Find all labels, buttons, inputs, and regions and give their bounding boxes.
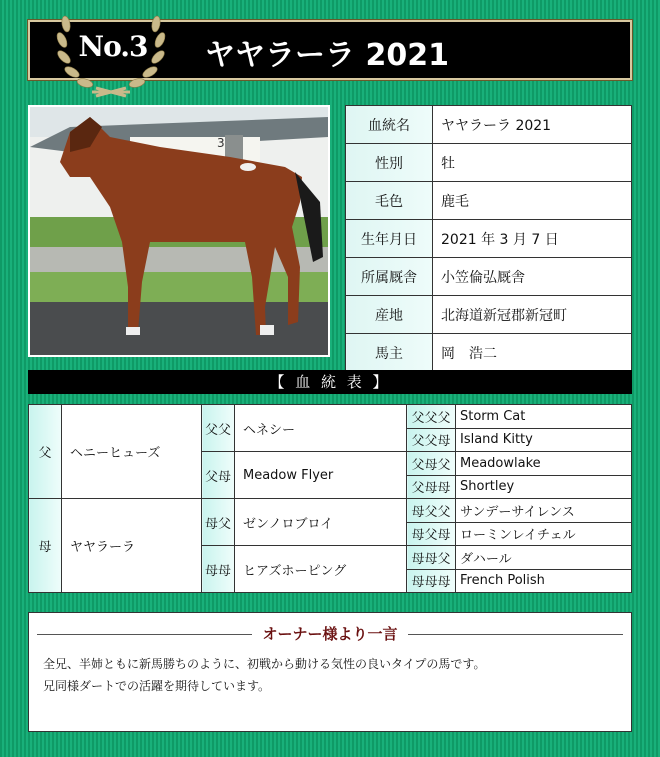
- dd-label: 母母: [202, 546, 235, 593]
- page-title: ヤヤラーラ 2021: [205, 38, 449, 73]
- dsd-label: 母父母: [407, 522, 456, 546]
- horse-info-table: [345, 105, 632, 372]
- sdd-name: Shortley: [456, 475, 632, 499]
- info-key: 所属厩舎: [346, 258, 433, 296]
- sd-name: Meadow Flyer: [235, 452, 407, 499]
- horse-photo: [28, 105, 330, 357]
- info-row: [346, 220, 632, 258]
- info-key: 生年月日: [346, 220, 433, 258]
- dd-name: ヒアズホーピング: [235, 546, 407, 593]
- comment-title: オーナー様より一言: [252, 625, 407, 643]
- comment-line: 全兄、半姉ともに新馬勝ちのように、初戦から動ける気性の良いタイプの馬です。: [43, 657, 486, 671]
- sd-label: 父母: [202, 452, 235, 499]
- ss-label: 父父: [202, 405, 235, 452]
- sds-label: 父母父: [407, 452, 456, 476]
- dss-label: 母父父: [407, 499, 456, 523]
- sire-label: 父: [29, 405, 62, 499]
- dss-name: サンデーサイレンス: [456, 499, 632, 523]
- info-value: 岡 浩二: [433, 334, 632, 372]
- sire-name: ヘニーヒューズ: [62, 405, 202, 499]
- info-value: 牡: [433, 144, 632, 182]
- ssd-name: Island Kitty: [456, 428, 632, 452]
- sss-label: 父父父: [407, 405, 456, 429]
- comment-line: 兄同様ダートでの活躍を期待しています。: [43, 679, 271, 693]
- owner-comment-box: [28, 612, 632, 732]
- dds-name: ダハール: [456, 546, 632, 570]
- info-value: 北海道新冠郡新冠町: [433, 296, 632, 334]
- dam-label: 母: [29, 499, 62, 593]
- info-value: 小笠倫弘厩舎: [433, 258, 632, 296]
- info-value: 2021 年 3 月 7 日: [433, 220, 632, 258]
- ddd-name: French Polish: [456, 569, 632, 593]
- sdd-label: 父母母: [407, 475, 456, 499]
- info-key: 毛色: [346, 182, 433, 220]
- dam-name: ヤヤラーラ: [62, 499, 202, 593]
- pedigree-title: 【 血 統 表 】: [28, 370, 632, 394]
- info-row: [346, 296, 632, 334]
- info-row: [346, 144, 632, 182]
- info-key: 血統名: [346, 106, 433, 144]
- info-value: 鹿毛: [433, 182, 632, 220]
- stall-number: 3: [217, 136, 225, 150]
- dds-label: 母母父: [407, 546, 456, 570]
- ddd-label: 母母母: [407, 569, 456, 593]
- info-row: [346, 334, 632, 372]
- sds-name: Meadowlake: [456, 452, 632, 476]
- ss-name: ヘネシー: [235, 405, 407, 452]
- info-value: ヤヤラーラ 2021: [433, 106, 632, 144]
- info-row: [346, 258, 632, 296]
- ds-name: ゼンノロブロイ: [235, 499, 407, 546]
- info-key: 馬主: [346, 334, 433, 372]
- dsd-name: ローミンレイチェル: [456, 522, 632, 546]
- ssd-label: 父父母: [407, 428, 456, 452]
- info-row: [346, 106, 632, 144]
- info-row: [346, 182, 632, 220]
- ds-label: 母父: [202, 499, 235, 546]
- info-key: 産地: [346, 296, 433, 334]
- pedigree-table: [28, 404, 632, 593]
- number-label: No.3: [78, 30, 148, 63]
- info-key: 性別: [346, 144, 433, 182]
- sss-name: Storm Cat: [456, 405, 632, 429]
